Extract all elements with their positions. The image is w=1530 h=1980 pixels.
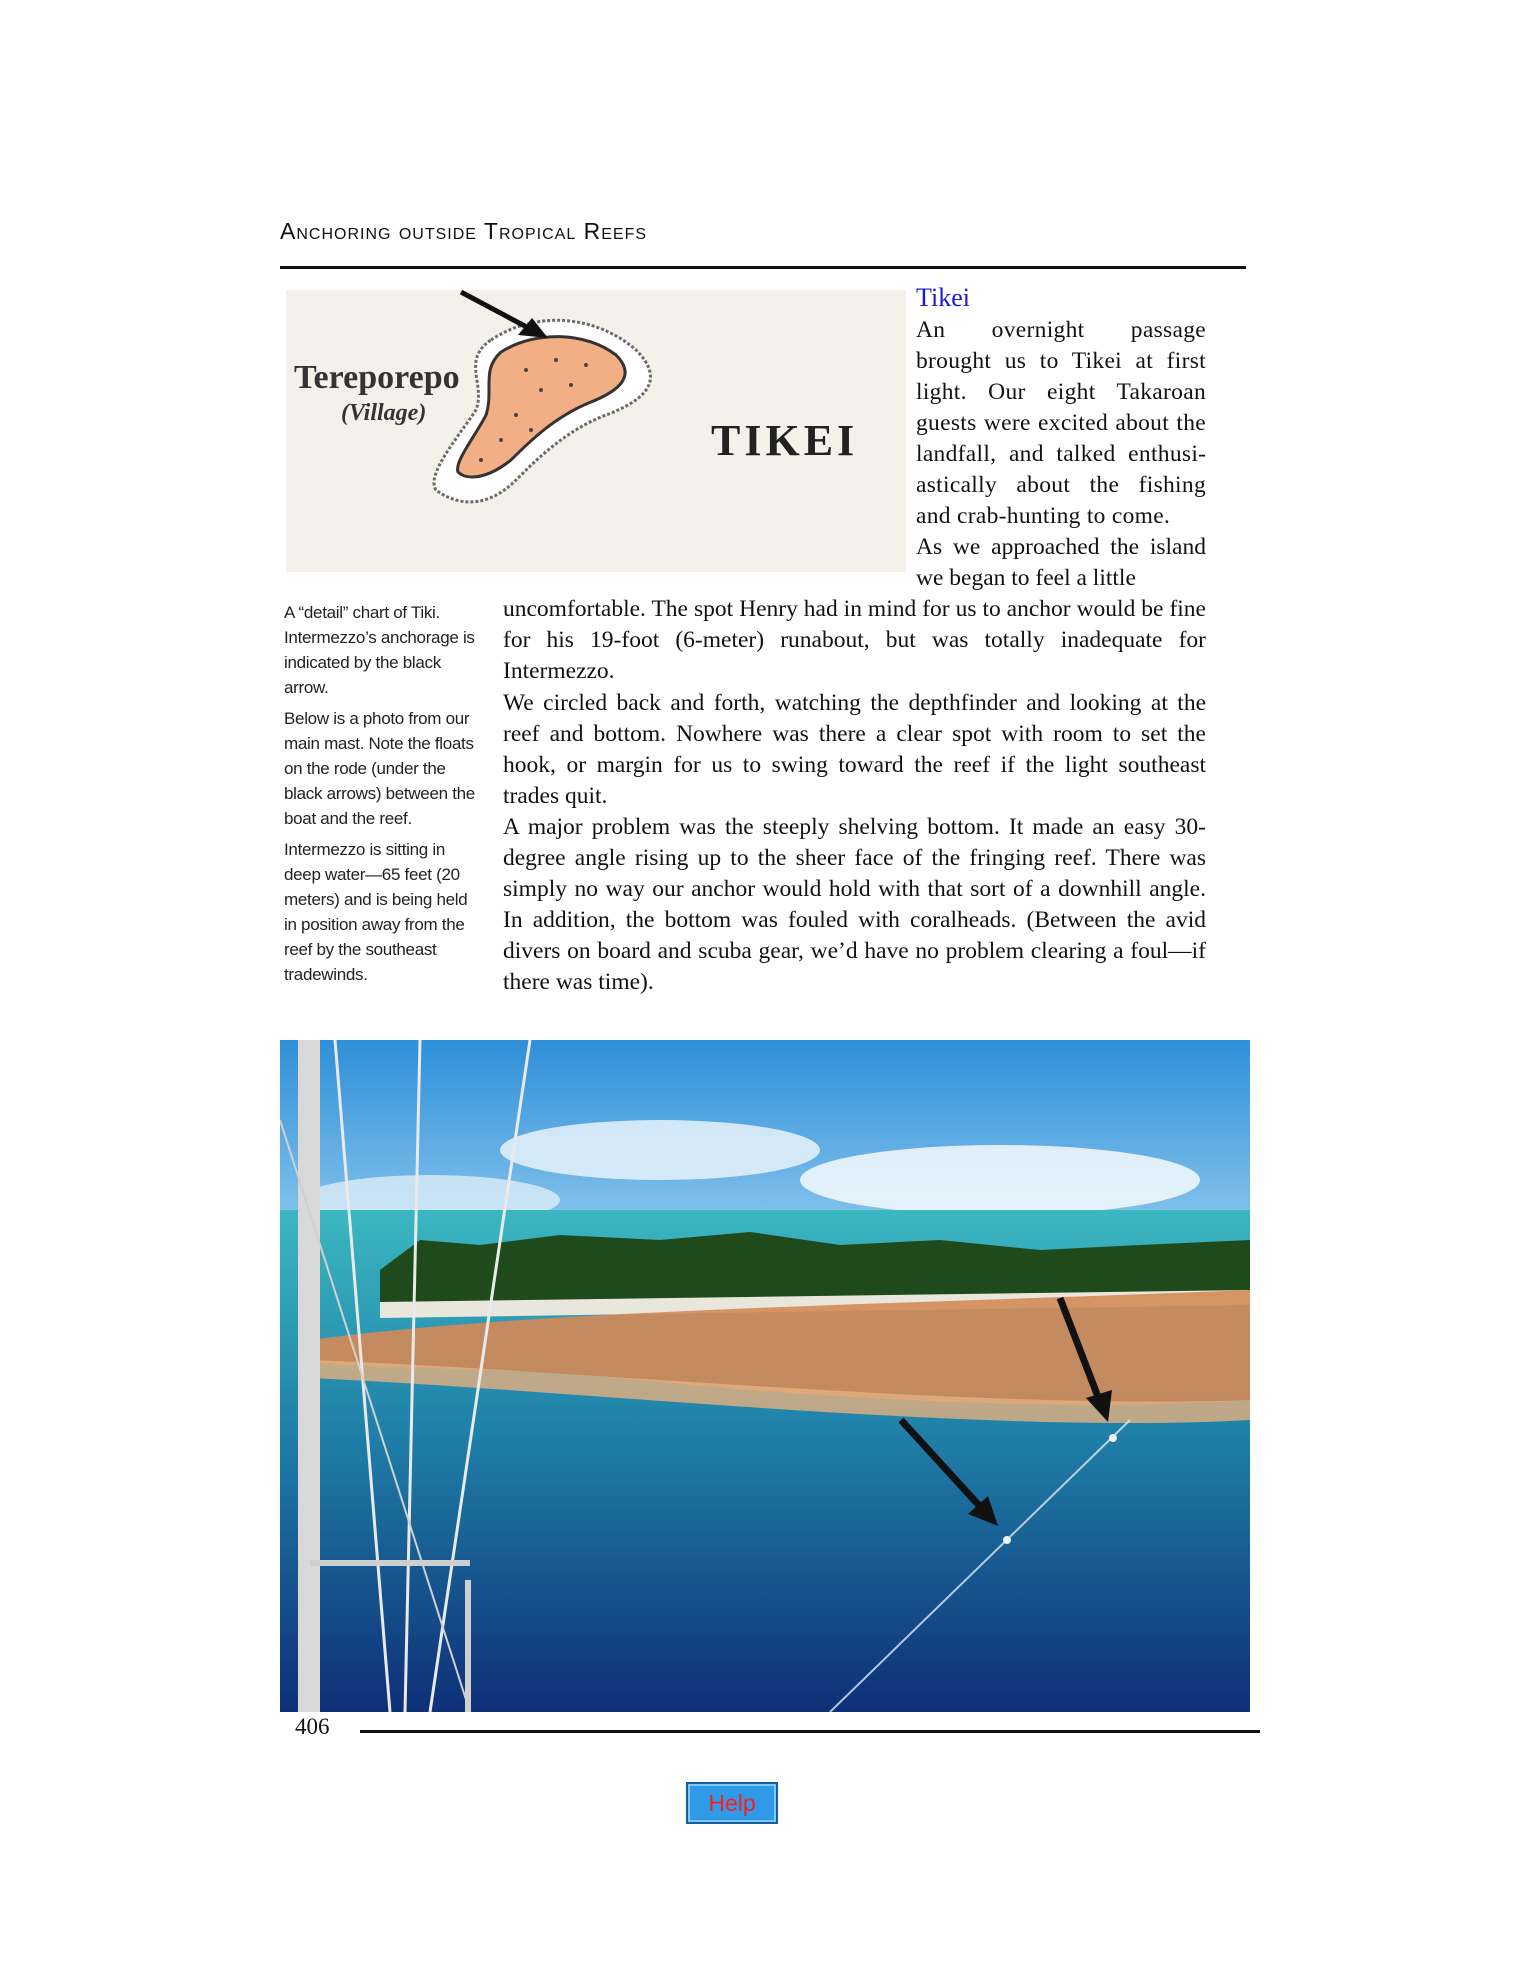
article-paragraph: As we approached the island we began to feel a little xyxy=(916,534,1206,591)
island-label: TIKEI xyxy=(711,416,859,465)
footer-rule xyxy=(360,1730,1260,1733)
header-rule xyxy=(280,266,1246,269)
article-paragraph: We circled back and forth, watching the depthfinder and looking at the reef and bottom. Nowhere was there a clear spot with room to set the hook, or margin for us to swing toward the reef if the light southeast trades quit. xyxy=(503,690,1206,809)
article-paragraph: uncomfortable. The spot Henry had in mind for us to anchor would be fine for his 19-foot (6-meter) runabout, but was totally inadequate for Intermezzo. xyxy=(503,596,1206,684)
caption-paragraph: Below is a photo from our main mast. Note the floats on the rode (under the black arrows) between the boat and the reef. xyxy=(284,709,475,828)
reef-photo xyxy=(280,1040,1250,1712)
article-title: Tikei xyxy=(916,283,970,312)
article-paragraph: An overnight passage brought us to Tikei at first light. Our eight Takaroan guests were excited about the landfall, and talked enthusiastically about the fishing and crab-hunting to come. xyxy=(916,317,1206,529)
village-label: Tereporepo xyxy=(294,359,460,396)
page-number: 406 xyxy=(295,1714,330,1739)
village-sublabel: (Village) xyxy=(341,400,427,426)
island-chart-image xyxy=(286,290,906,572)
help-button[interactable]: Help xyxy=(686,1782,778,1824)
article-paragraph: A major problem was the steeply shelving bottom. It made an easy 30-degree angle rising up to the sheer face of the fringing reef. There was simply no way our anchor would hold with that sort of a downhill angle. In addition, the bottom was fouled with coralheads. (Between the avid divers on board and scuba gear, we’d have no problem clearing a foul—if there was time). xyxy=(503,814,1206,995)
figure-caption xyxy=(284,600,484,993)
running-header: Anchoring outside Tropical Reefs xyxy=(280,218,648,244)
caption-paragraph: A “detail” chart of Tiki. Intermezzo’s anchorage is indicated by the black arrow. xyxy=(284,603,475,697)
caption-paragraph: Intermezzo is sitting in deep water—65 feet (20 meters) and is being held in position away from the reef by the southeast tradewinds. xyxy=(284,840,468,984)
